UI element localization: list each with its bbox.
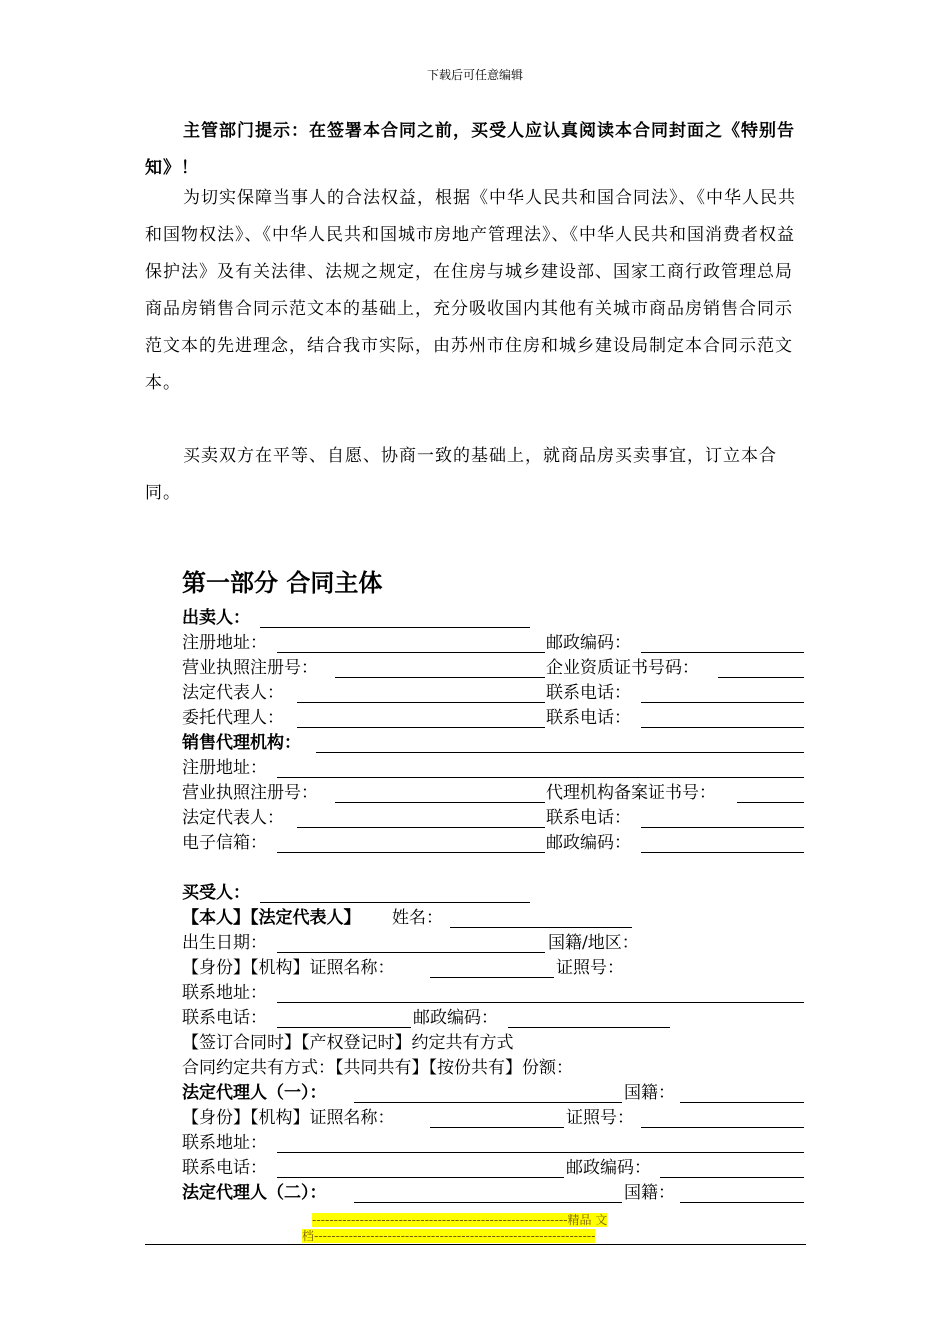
guardian1-nationality-label: 国籍： [624, 1083, 675, 1103]
page-header: 下载后可任意编辑 [426, 68, 523, 82]
guardian1-id-type-label: 【身份】【机构】证照名称： [182, 1108, 395, 1128]
buyer-id-no-label: 证照号： [556, 958, 624, 978]
seller-agent-field[interactable] [297, 727, 545, 728]
guardian1-label: 法定代理人（一）： [182, 1083, 327, 1103]
agency-address-field[interactable] [277, 777, 804, 778]
buyer-phone-field[interactable] [277, 1027, 411, 1028]
guardian1-address-field[interactable] [277, 1152, 804, 1153]
buyer-postcode-field[interactable] [508, 1027, 670, 1028]
agency-license-field[interactable] [335, 802, 545, 803]
agency-legal-rep-label: 法定代表人： [182, 808, 284, 828]
agency-phone-field[interactable] [641, 827, 804, 828]
guardian2-nationality-label: 国籍： [624, 1183, 675, 1203]
seller-address-label: 注册地址： [182, 633, 267, 653]
guardian1-phone-label: 联系电话： [182, 1158, 267, 1178]
guardian1-postcode-field[interactable] [660, 1177, 804, 1178]
buyer-name-field[interactable] [260, 902, 530, 903]
agency-name-field[interactable] [316, 752, 804, 753]
guardian1-id-no-label: 证照号： [566, 1108, 634, 1128]
seller-address-field[interactable] [277, 652, 545, 653]
agency-postcode-field[interactable] [641, 852, 804, 853]
seller-license-field[interactable] [335, 677, 545, 678]
agreement-paragraph: 买卖双方在平等、自愿、协商一致的基础上，就商品房买卖事宜，订立本合同。 [145, 446, 777, 503]
buyer-co-own-note: 【签订合同时】【产权登记时】约定共有方式 [182, 1033, 514, 1053]
guardian2-label: 法定代理人（二）： [182, 1183, 327, 1203]
buyer-birth-label: 出生日期： [182, 933, 267, 953]
seller-phone-label: 联系电话： [546, 683, 631, 703]
guardian1-phone-field[interactable] [277, 1177, 564, 1178]
seller-agent-phone-field[interactable] [641, 727, 804, 728]
buyer-id-type-field[interactable] [430, 977, 554, 978]
guardian2-nationality-field[interactable] [680, 1202, 804, 1203]
seller-legal-rep-label: 法定代表人： [182, 683, 284, 703]
agency-record-field[interactable] [737, 802, 804, 803]
footer-rule [145, 1244, 806, 1245]
agency-phone-label: 联系电话： [546, 808, 631, 828]
agency-legal-rep-field[interactable] [297, 827, 545, 828]
agency-postcode-label: 邮政编码： [546, 833, 631, 853]
footer-watermark [302, 1212, 652, 1244]
seller-name-field[interactable] [260, 627, 530, 628]
agency-email-field[interactable] [277, 852, 545, 853]
guardian1-address-label: 联系地址： [182, 1133, 267, 1153]
agency-license-label: 营业执照注册号： [182, 783, 318, 803]
buyer-id-type-label: 【身份】【机构】证照名称： [182, 958, 395, 978]
footer-line-1: -----------------------------------------------------------精品 文 [312, 1213, 608, 1227]
guardian1-nationality-field[interactable] [680, 1102, 804, 1103]
intro-paragraph: 为切实保障当事人的合法权益，根据《中华人民共和国合同法》、《中华人民共和国物权法》、《中华人民共和国城市房地产管理法》、《中华人民共和国消费者权益保护法》及有关法律、法规之规定，在住房与城乡建设部、国家工商行政管理总局商品房销售合同示范文本的基础上，充分吸收国内其他有关城市商品房销售合同示范文本的先进理念，结合我市实际，由苏州市住房和城乡建设局制定本合同示范文本。 [145, 188, 796, 393]
seller-license-label: 营业执照注册号： [182, 658, 318, 678]
buyer-address-field[interactable] [277, 1002, 804, 1003]
section-title: 第一部分 合同主体 [182, 569, 383, 597]
buyer-co-own: 合同约定共有方式：【共同共有】【按份共有】份额： [182, 1058, 573, 1078]
footer-line-2: 档----------------------------------------------------------------- [302, 1229, 596, 1243]
buyer-birth-field[interactable] [277, 952, 545, 953]
seller-label: 出卖人： [182, 608, 250, 628]
seller-postcode-field[interactable] [641, 652, 804, 653]
buyer-nationality-label: 国籍/地区： [548, 933, 639, 953]
buyer-person-name-label: 姓名： [392, 908, 443, 928]
notice-paragraph: 主管部门提示：在签署本合同之前，买受人应认真阅读本合同封面之《特别告知》！ [145, 121, 795, 178]
seller-qualification-field[interactable] [718, 677, 804, 678]
guardian1-postcode-label: 邮政编码： [566, 1158, 651, 1178]
seller-legal-rep-field[interactable] [297, 702, 545, 703]
guardian1-id-type-field[interactable] [430, 1127, 564, 1128]
agency-record-label: 代理机构备案证书号： [546, 783, 716, 803]
buyer-label: 买受人： [182, 883, 250, 903]
buyer-phone-label: 联系电话： [182, 1008, 267, 1028]
guardian1-name-field[interactable] [354, 1102, 622, 1103]
agency-label: 销售代理机构： [182, 733, 301, 753]
seller-postcode-label: 邮政编码： [546, 633, 631, 653]
seller-agent-phone-label: 联系电话： [546, 708, 631, 728]
agency-address-label: 注册地址： [182, 758, 267, 778]
seller-qualification-label: 企业资质证书号码： [546, 658, 699, 678]
guardian1-id-no-field[interactable] [641, 1127, 804, 1128]
agency-email-label: 电子信箱： [182, 833, 267, 853]
buyer-address-label: 联系地址： [182, 983, 267, 1003]
buyer-person-option[interactable]: 【本人】【法定代表人】 [182, 908, 361, 928]
buyer-person-name-field[interactable] [450, 927, 632, 928]
seller-agent-label: 委托代理人： [182, 708, 284, 728]
buyer-postcode-label: 邮政编码： [413, 1008, 498, 1028]
guardian2-name-field[interactable] [354, 1202, 622, 1203]
seller-phone-field[interactable] [641, 702, 804, 703]
